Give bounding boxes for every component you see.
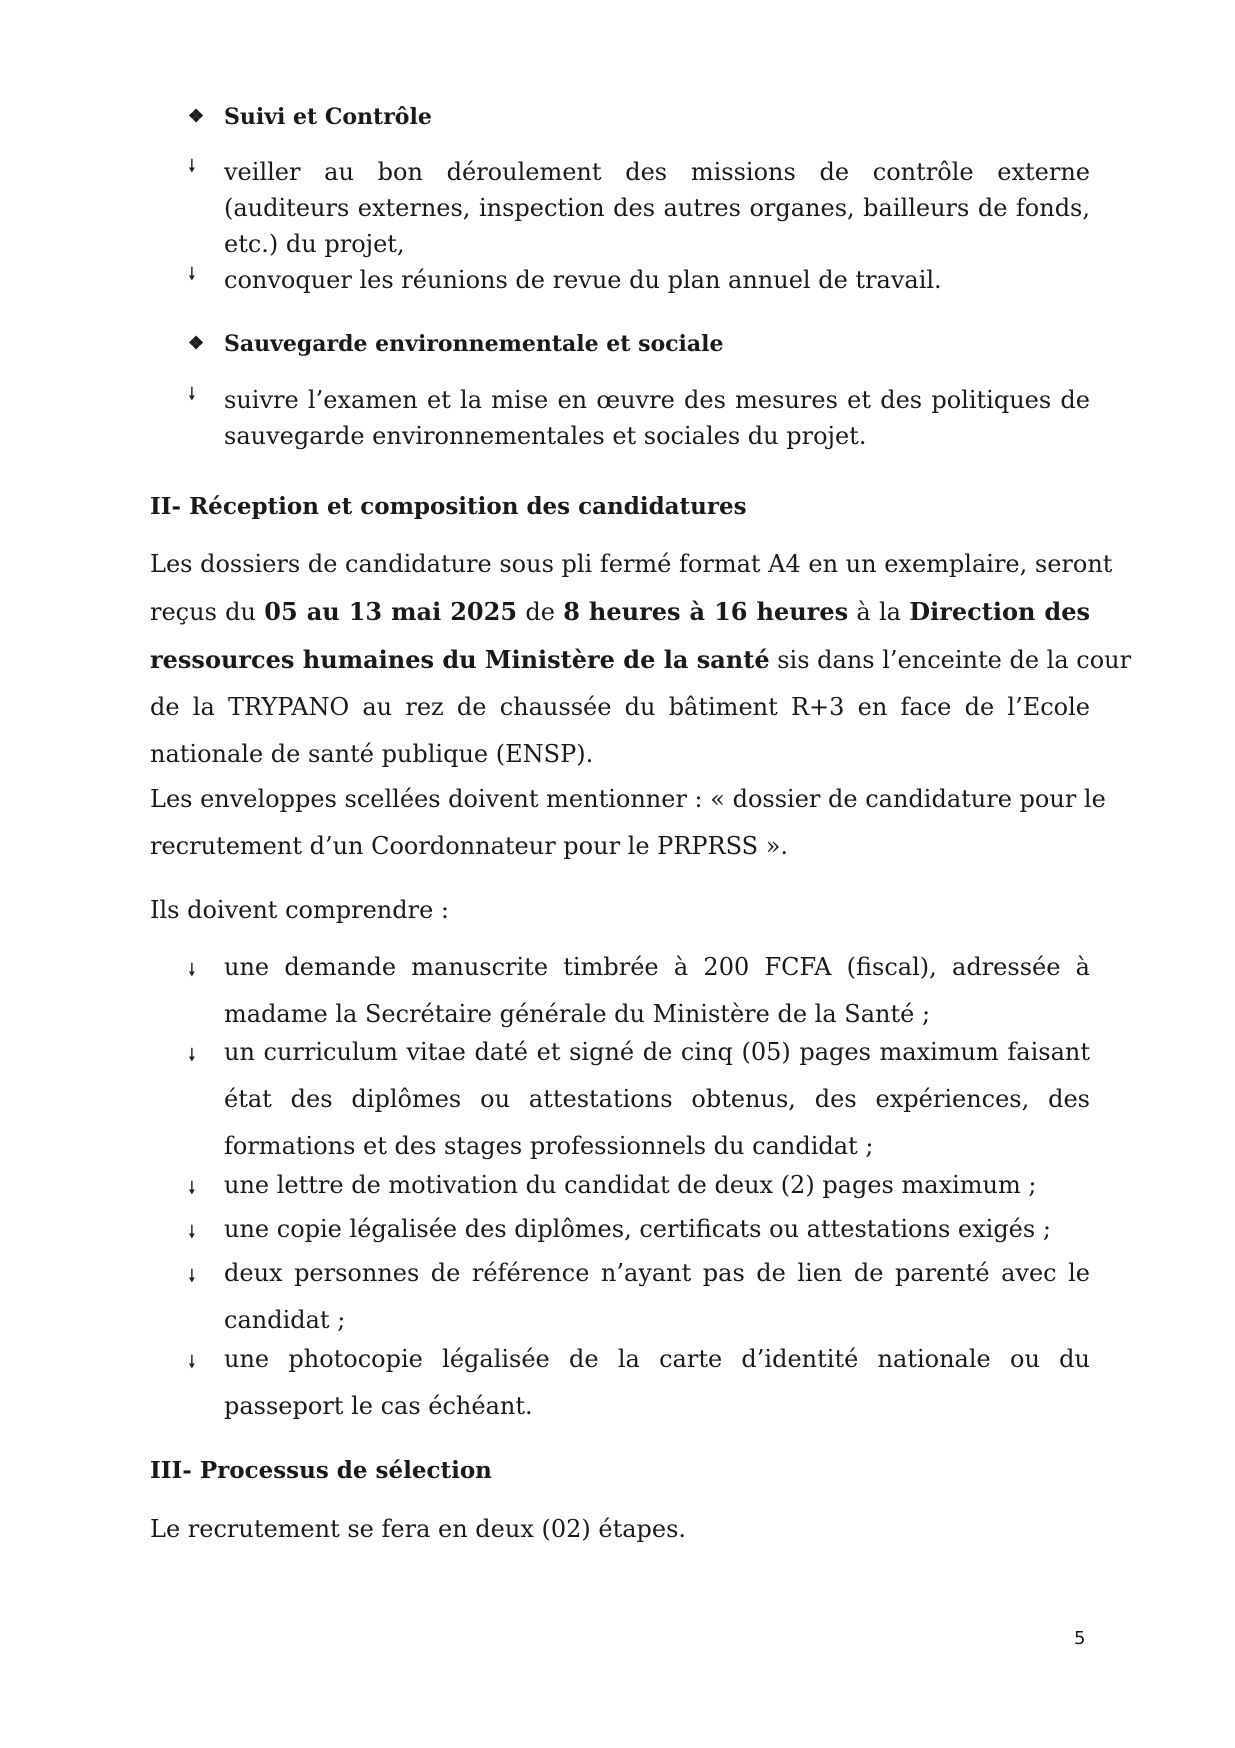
arrow-bullet-icon: 🠗	[188, 264, 196, 285]
paragraph-line: recrutement d’un Coordonnateur pour le PRPRSS ».	[150, 832, 789, 860]
paragraph-line: ressources humaines du Ministère de la santé sis dans l’enceinte de la cour	[150, 645, 1132, 674]
paragraph-line: Les enveloppes scellées doivent mentionner : « dossier de candidature pour le	[150, 785, 1106, 813]
paragraph-line: Les dossiers de candidature sous pli fermé format A4 en un exemplaire, seront	[150, 550, 1113, 578]
section-title-3: III- Processus de sélection	[150, 1457, 492, 1484]
paragraph-enveloppes	[150, 776, 1106, 870]
paragraph-line: reçus du 05 au 13 mai 2025 de 8 heures à 16 heures à la Direction des	[150, 597, 1090, 626]
arrow-bullet-icon: 🠗	[188, 1352, 196, 1373]
list-item-text: suivre l’examen et la mise en œuvre des mesures et des politiques de sauvegarde environnementales et sociales du projet.	[224, 386, 1090, 450]
arrow-bullet-icon: 🠗	[188, 960, 196, 981]
list-item-text: une demande manuscrite timbrée à 200 FCFA (fiscal), adressée à madame la Secrétaire générale du Ministère de la Santé ;	[224, 953, 1090, 1028]
paragraph-reception	[150, 541, 1132, 778]
arrow-bullet-icon: 🠗	[188, 1045, 196, 1066]
diamond-bullet-icon: ❖	[188, 106, 205, 127]
list-item-text: une lettre de motivation du candidat de deux (2) pages maximum ;	[224, 1171, 1037, 1199]
list-item-text: une copie légalisée des diplômes, certificats ou attestations exigés ;	[224, 1215, 1051, 1243]
arrow-bullet-icon: 🠗	[188, 156, 196, 177]
list-item-text: un curriculum vitae daté et signé de cinq (05) pages maximum faisant état des diplômes ou attestations obtenus, des expériences, des formations et des stages professionnels du candidat ;	[224, 1038, 1090, 1160]
diamond-bullet-icon: ❖	[188, 333, 205, 354]
arrow-bullet-icon: 🠗	[188, 1222, 196, 1243]
list-item-text: deux personnes de référence n’ayant pas de lien de parenté avec le candidat ;	[224, 1259, 1090, 1334]
paragraph-etapes: Le recrutement se fera en deux (02) étapes.	[150, 1515, 687, 1543]
paragraph-line: de la TRYPANO au rez de chaussée du bâtiment R+3 en face de l’Ecole	[150, 693, 1090, 721]
paragraph-line: nationale de santé publique (ENSP).	[150, 740, 594, 768]
subheading-suivi-text: Suivi et Contrôle	[224, 104, 432, 130]
list-item-text: veiller au bon déroulement des missions de contrôle externe (auditeurs externes, inspection des autres organes, bailleurs de fonds, etc.) du projet,	[224, 158, 1090, 258]
arrow-bullet-icon: 🠗	[188, 1178, 196, 1199]
arrow-bullet-icon: 🠗	[188, 384, 196, 405]
arrow-bullet-icon: 🠗	[188, 1266, 196, 1287]
paragraph-comprendre: Ils doivent comprendre :	[150, 896, 449, 924]
page-number: 5	[1074, 1628, 1086, 1649]
section-title-2: II- Réception et composition des candidatures	[150, 493, 747, 520]
list-item-text: convoquer les réunions de revue du plan annuel de travail.	[224, 266, 942, 294]
list-item-text: une photocopie légalisée de la carte d’identité nationale ou du passeport le cas échéant.	[224, 1345, 1090, 1420]
subheading-sauvegarde-text: Sauvegarde environnementale et sociale	[224, 331, 724, 357]
